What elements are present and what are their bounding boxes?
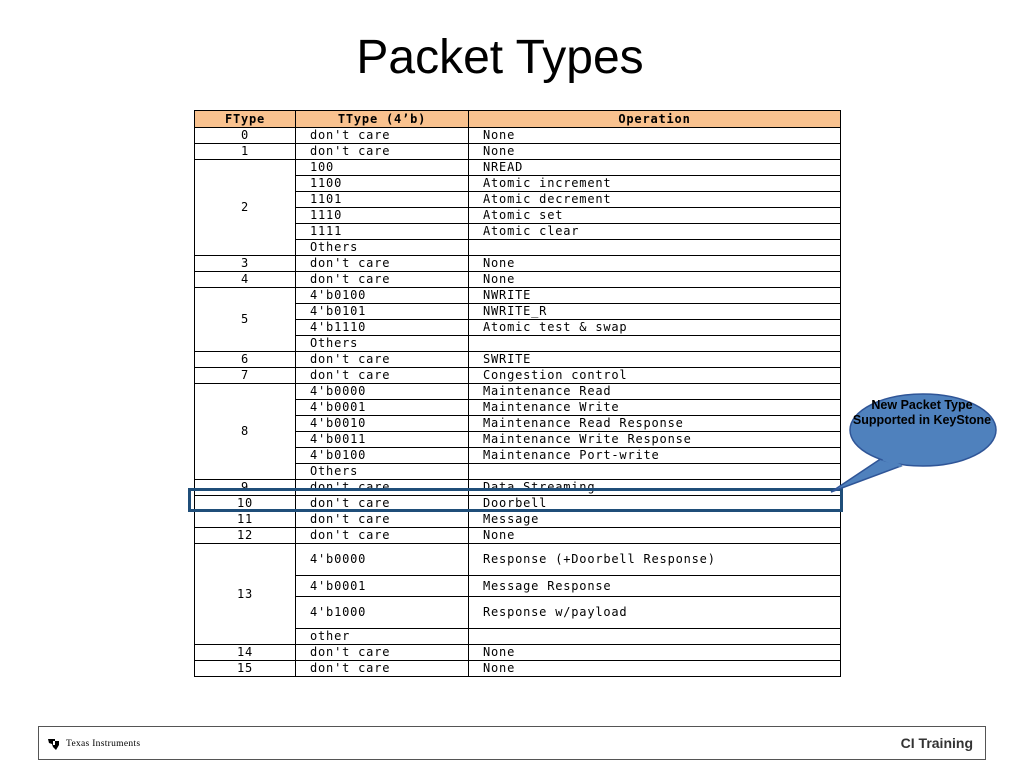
table-row: [195, 645, 841, 661]
ttype-cell: don't care: [296, 256, 469, 272]
table-row: [195, 256, 841, 272]
ttype-cell: 4'b0100: [296, 288, 469, 304]
operation-cell: None: [469, 272, 841, 288]
operation-cell: None: [469, 256, 841, 272]
ttype-cell: don't care: [296, 496, 469, 512]
ttype-cell: don't care: [296, 512, 469, 528]
ttype-cell: don't care: [296, 661, 469, 677]
ti-logo: [47, 737, 140, 751]
table-row: [195, 288, 841, 304]
operation-cell: [469, 240, 841, 256]
ttype-cell: 4'b1000: [296, 597, 469, 629]
footer-bar: [38, 726, 986, 760]
operation-cell: None: [469, 128, 841, 144]
operation-cell: Maintenance Read: [469, 384, 841, 400]
ftype-cell: 12: [195, 528, 296, 544]
ttype-cell: 4'b1110: [296, 320, 469, 336]
ttype-cell: don't care: [296, 645, 469, 661]
operation-cell: Response (+Doorbell Response): [469, 544, 841, 576]
ftype-cell: 5: [195, 288, 296, 352]
ftype-cell: 4: [195, 272, 296, 288]
table-row: [195, 128, 841, 144]
operation-cell: None: [469, 144, 841, 160]
operation-cell: [469, 336, 841, 352]
ftype-cell: 10: [195, 496, 296, 512]
table-header-row: [195, 111, 841, 128]
ti-logo-icon: [47, 737, 61, 751]
operation-cell: [469, 629, 841, 645]
ftype-cell: 13: [195, 544, 296, 645]
table-row: [195, 544, 841, 576]
header-ftype: FType: [195, 111, 296, 128]
operation-cell: Doorbell: [469, 496, 841, 512]
operation-cell: Atomic decrement: [469, 192, 841, 208]
table-row: [195, 352, 841, 368]
operation-cell: [469, 464, 841, 480]
ttype-cell: don't care: [296, 480, 469, 496]
ttype-cell: 1100: [296, 176, 469, 192]
ttype-cell: other: [296, 629, 469, 645]
ttype-cell: Others: [296, 240, 469, 256]
ttype-cell: 4'b0101: [296, 304, 469, 320]
ttype-cell: 1110: [296, 208, 469, 224]
packet-types-table: [194, 110, 841, 677]
ttype-cell: don't care: [296, 352, 469, 368]
ttype-cell: 1101: [296, 192, 469, 208]
header-operation: Operation: [469, 111, 841, 128]
operation-cell: Response w/payload: [469, 597, 841, 629]
ttype-cell: 4'b0010: [296, 416, 469, 432]
ftype-cell: 6: [195, 352, 296, 368]
table-row: [195, 368, 841, 384]
operation-cell: None: [469, 645, 841, 661]
ftype-cell: 0: [195, 128, 296, 144]
operation-cell: Atomic test & swap: [469, 320, 841, 336]
table-row: [195, 384, 841, 400]
callout-text: New Packet Type Supported in KeyStone: [852, 398, 992, 427]
operation-cell: Maintenance Read Response: [469, 416, 841, 432]
table-row: [195, 661, 841, 677]
ttype-cell: don't care: [296, 128, 469, 144]
ttype-cell: 4'b0001: [296, 400, 469, 416]
ftype-cell: 7: [195, 368, 296, 384]
operation-cell: None: [469, 661, 841, 677]
ftype-cell: 15: [195, 661, 296, 677]
operation-cell: NREAD: [469, 160, 841, 176]
table-row: [195, 528, 841, 544]
ttype-cell: 4'b0001: [296, 576, 469, 597]
ftype-cell: 2: [195, 160, 296, 256]
ttype-cell: don't care: [296, 368, 469, 384]
ttype-cell: 4'b0000: [296, 384, 469, 400]
operation-cell: Message: [469, 512, 841, 528]
ttype-cell: Others: [296, 336, 469, 352]
highlight-box-ftype-9: [188, 488, 843, 512]
operation-cell: Atomic increment: [469, 176, 841, 192]
operation-cell: Maintenance Port-write: [469, 448, 841, 464]
ttype-cell: 100: [296, 160, 469, 176]
table-row: [195, 160, 841, 176]
ftype-cell: 9: [195, 480, 296, 496]
ftype-cell: 3: [195, 256, 296, 272]
operation-cell: Atomic clear: [469, 224, 841, 240]
ttype-cell: 4'b0011: [296, 432, 469, 448]
operation-cell: NWRITE_R: [469, 304, 841, 320]
operation-cell: NWRITE: [469, 288, 841, 304]
ttype-cell: don't care: [296, 272, 469, 288]
operation-cell: Data Streaming: [469, 480, 841, 496]
operation-cell: Atomic set: [469, 208, 841, 224]
table-body: [195, 128, 841, 677]
table-row: [195, 512, 841, 528]
header-ttype: TType (4’b): [296, 111, 469, 128]
ttype-cell: don't care: [296, 528, 469, 544]
table-row: [195, 272, 841, 288]
ftype-cell: 14: [195, 645, 296, 661]
slide-title: Packet Types: [356, 31, 644, 84]
ftype-cell: 11: [195, 512, 296, 528]
ttype-cell: Others: [296, 464, 469, 480]
ci-training-label: CI Training: [900, 735, 973, 751]
ttype-cell: 4'b0100: [296, 448, 469, 464]
operation-cell: Maintenance Write Response: [469, 432, 841, 448]
operation-cell: Message Response: [469, 576, 841, 597]
ftype-cell: 8: [195, 384, 296, 480]
operation-cell: Maintenance Write: [469, 400, 841, 416]
operation-cell: None: [469, 528, 841, 544]
ti-brand-text: Texas Instruments: [66, 739, 141, 749]
table-row: [195, 144, 841, 160]
operation-cell: SWRITE: [469, 352, 841, 368]
ttype-cell: don't care: [296, 144, 469, 160]
ttype-cell: 1111: [296, 224, 469, 240]
ftype-cell: 1: [195, 144, 296, 160]
ttype-cell: 4'b0000: [296, 544, 469, 576]
operation-cell: Congestion control: [469, 368, 841, 384]
